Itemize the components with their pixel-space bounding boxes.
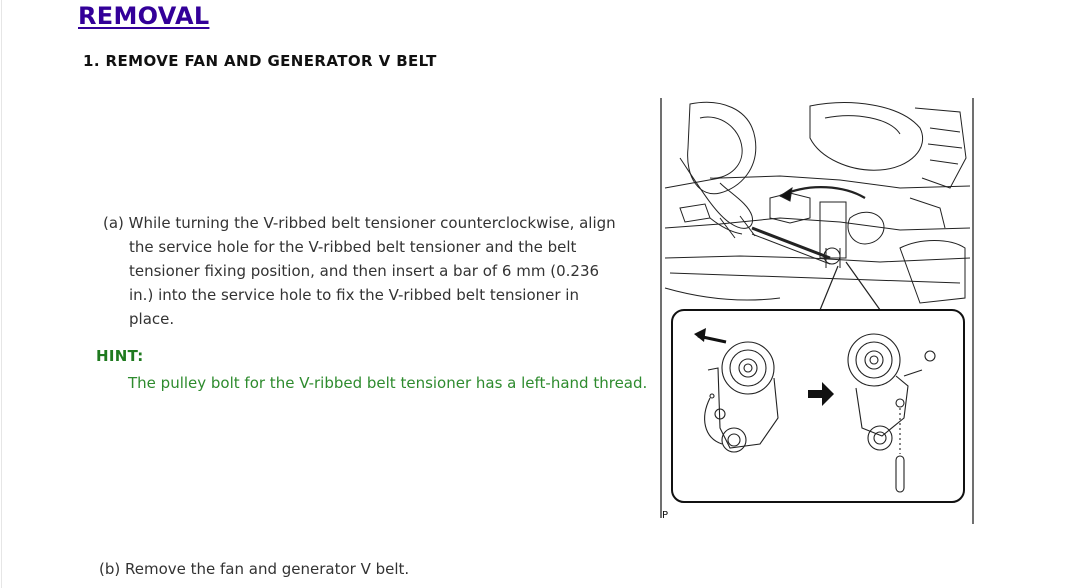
tensioner-illustration [660, 98, 976, 524]
engine-bay-drawing [665, 102, 970, 338]
step-a-instruction [103, 211, 663, 331]
step-a-line-3: tensioner fixing position, and then insert a bar of 6 mm (0.236 [129, 262, 600, 280]
figure-label: P [662, 510, 669, 521]
page-title: REMOVAL [78, 2, 210, 30]
step-1-heading: 1. REMOVE FAN AND GENERATOR V BELT [83, 52, 437, 70]
step-b-instruction: (b) Remove the fan and generator V belt. [99, 560, 410, 578]
step-a-line-1: (a) While turning the V-ribbed belt tensioner counterclockwise, align [103, 214, 616, 232]
page-left-edge [1, 0, 2, 588]
step-a-line-2: the service hole for the V-ribbed belt tensioner and the belt [129, 238, 577, 256]
step-a-line-5: place. [129, 310, 175, 328]
hint-text: The pulley bolt for the V-ribbed belt tensioner has a left-hand thread. [128, 374, 648, 392]
step-a-line-4: in.) into the service hole to fix the V-ribbed belt tensioner in [129, 286, 579, 304]
hint-label: HINT: [96, 347, 144, 365]
